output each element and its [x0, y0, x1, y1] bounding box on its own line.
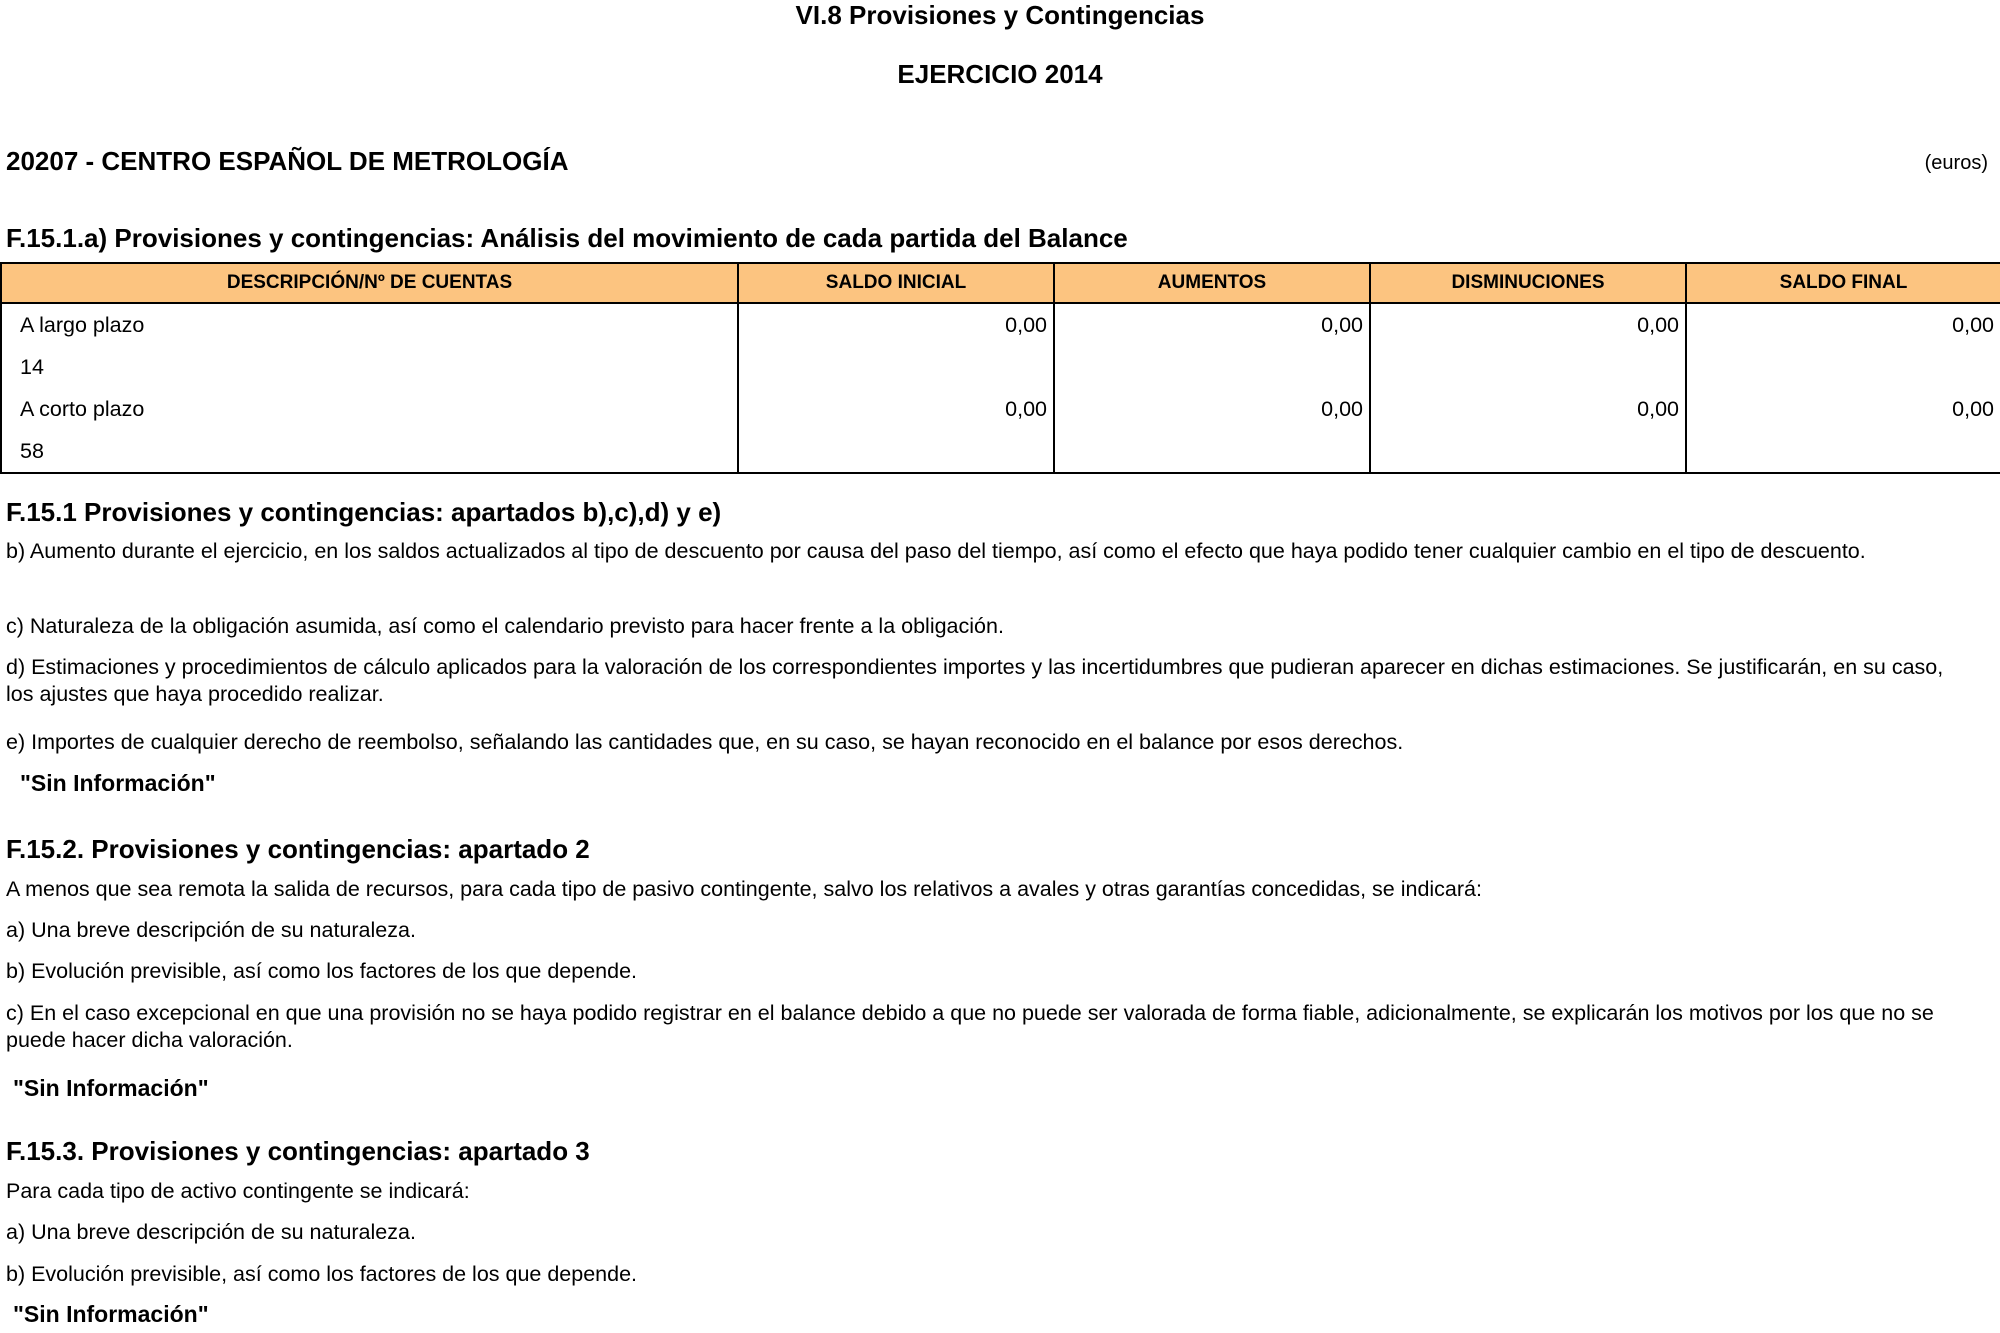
paragraph-f15-2-intro: A menos que sea remota la salida de recursos, para cada tipo de pasivo contingente, salvo los relativos a avales y otras garantías concedidas, se indicará:	[6, 877, 1482, 901]
entity-name: 20207 - CENTRO ESPAÑOL DE METROLOGÍA	[6, 146, 569, 176]
table-row	[1, 303, 2000, 346]
row-description: A largo plazo	[1, 303, 738, 346]
page-title: VI.8 Provisiones y Contingencias	[795, 0, 1205, 30]
paragraph-f15-2-a: a) Una breve descripción de su naturaleza.	[6, 918, 416, 942]
aumentos-cell	[1054, 346, 1370, 388]
saldo-final-cell: 0,00	[1686, 388, 2000, 430]
aumentos-cell: 0,00	[1054, 388, 1370, 430]
no-information-note: "Sin Información"	[13, 1301, 209, 1327]
section-heading-f15-1a: F.15.1.a) Provisiones y contingencias: Análisis del movimiento de cada partida del Balance	[6, 223, 1128, 253]
paragraph-f15-1-d: d) Estimaciones y procedimientos de cálculo aplicados para la valoración de los correspondientes importes y las incertidumbres que pudieran aparecer en dichas estimaciones. Se justificarán, en su caso, los ajustes que haya procedido realizar.	[6, 655, 1944, 706]
paragraph-f15-2-b: b) Evolución previsible, así como los factores de los que depende.	[6, 959, 638, 983]
row-description: A corto plazo	[1, 388, 738, 430]
section-heading-f15-1: F.15.1 Provisiones y contingencias: apartados b),c),d) y e)	[6, 497, 722, 527]
row-description: 14	[1, 346, 738, 388]
column-header-aumentos: AUMENTOS	[1054, 263, 1370, 303]
saldo-inicial-cell: 0,00	[738, 303, 1054, 346]
saldo-inicial-cell: 0,00	[738, 388, 1054, 430]
table-row	[1, 430, 2000, 473]
saldo-final-cell	[1686, 430, 2000, 473]
aumentos-cell	[1054, 430, 1370, 473]
section-heading-f15-2: F.15.2. Provisiones y contingencias: apartado 2	[6, 834, 590, 864]
table-row	[1, 346, 2000, 388]
table-header-row	[1, 263, 2000, 303]
disminuciones-cell	[1370, 346, 1686, 388]
provisions-table	[0, 262, 2000, 474]
paragraph-f15-1-b: b) Aumento durante el ejercicio, en los saldos actualizados al tipo de descuento por causa del paso del tiempo, así como el efecto que haya podido tener cualquier cambio en el tipo de descuento.	[6, 539, 1866, 563]
saldo-inicial-cell	[738, 430, 1054, 473]
paragraph-f15-3-a: a) Una breve descripción de su naturaleza.	[6, 1220, 416, 1244]
saldo-final-cell	[1686, 346, 2000, 388]
column-header-disminuciones: DISMINUCIONES	[1370, 263, 1686, 303]
paragraph-f15-3-intro: Para cada tipo de activo contingente se indicará:	[6, 1179, 470, 1203]
page-subtitle: EJERCICIO 2014	[897, 59, 1103, 89]
disminuciones-cell: 0,00	[1370, 388, 1686, 430]
paragraph-f15-3-b: b) Evolución previsible, así como los factores de los que depende.	[6, 1262, 638, 1286]
no-information-note: "Sin Información"	[20, 770, 216, 796]
section-heading-f15-3: F.15.3. Provisiones y contingencias: apartado 3	[6, 1136, 590, 1166]
disminuciones-cell	[1370, 430, 1686, 473]
paragraph-f15-1-e: e) Importes de cualquier derecho de reembolso, señalando las cantidades que, en su caso, se hayan reconocido en el balance por esos derechos.	[6, 730, 1404, 754]
disminuciones-cell: 0,00	[1370, 303, 1686, 346]
paragraph-f15-1-c: c) Naturaleza de la obligación asumida, así como el calendario previsto para hacer frente a la obligación.	[6, 614, 1004, 638]
saldo-inicial-cell	[738, 346, 1054, 388]
row-description: 58	[1, 430, 738, 473]
no-information-note: "Sin Información"	[13, 1075, 209, 1101]
units-label: (euros)	[1924, 152, 1988, 174]
column-header-saldo-final: SALDO FINAL	[1686, 263, 2000, 303]
paragraph-f15-2-c: c) En el caso excepcional en que una provisión no se haya podido registrar en el balance debido a que no puede ser valorada de forma fiable, adicionalmente, se explicarán los motivos por los que no se puede hacer dicha valoración.	[6, 1001, 1934, 1052]
table-row	[1, 388, 2000, 430]
aumentos-cell: 0,00	[1054, 303, 1370, 346]
column-header-saldo-inicial: SALDO INICIAL	[738, 263, 1054, 303]
column-header-description: DESCRIPCIÓN/Nº DE CUENTAS	[1, 263, 738, 303]
saldo-final-cell: 0,00	[1686, 303, 2000, 346]
